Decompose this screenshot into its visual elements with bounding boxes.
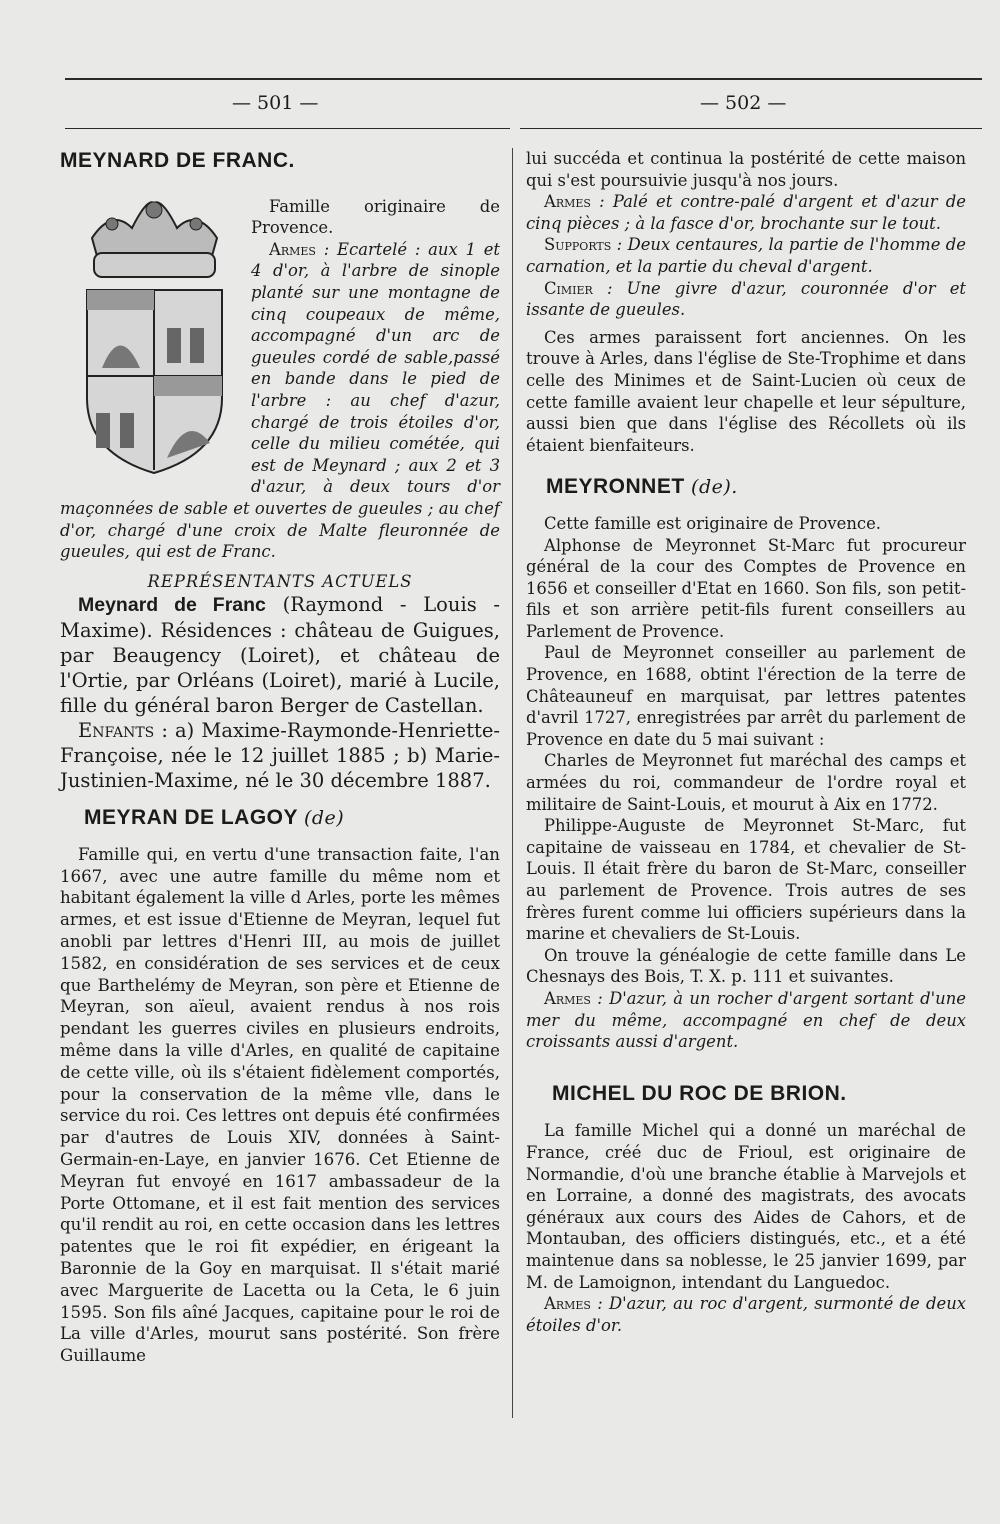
michel-armes <box>526 1293 966 1336</box>
meyran-title-text: MEYRAN DE LAGOY <box>84 806 298 830</box>
representant-name: Meynard de Franc <box>78 594 266 617</box>
enfants-text <box>60 718 500 793</box>
right-column <box>526 148 966 1336</box>
representants-heading <box>60 571 500 593</box>
header-rule-right <box>520 128 982 129</box>
meynard-armes-text: : Ecartelé : aux 1 et 4 d'or, à l'arbre de sinople planté sur une montagne de cinq coupeaux de même, accompagné d'un arc de gueules cordé de sable,passé en bande dans le pied de l'arbre : au chef d'azur, chargé de trois étoiles d'or, celle du milieu cométée, qui est de Meynard ; aux 2 et 3 d'azur, à deux tours d'or maçonnées de sable et ouvertes de gueules ; au chef d'or, chargé d'une croix de Malte fleuronnée de gueules, qui est de Franc. <box>60 239 500 562</box>
representant-details: (Raymond - Louis - Maxime). Résidences : château de Guigues, par Beaugency (Loiret), et château de l'Ortie, par Orléans (Loiret), marié à Lucile, fille du général baron Berger de Castellan. <box>60 593 500 718</box>
supports-label: Supports <box>544 235 612 255</box>
michel-armes-text: : D'azur, au roc d'argent, surmonté de deux étoiles d'or. <box>526 1294 966 1335</box>
section-title-meyronnet <box>546 476 966 499</box>
right-continuation: lui succéda et continua la postérité de cette maison qui s'est poursuivie jusqu'à nos jours. <box>526 149 966 190</box>
armes-label-michel: Armes <box>544 1294 591 1314</box>
armes-label: Armes <box>269 239 316 259</box>
meyronnet-armes <box>526 988 966 1053</box>
coat-of-arms-image <box>72 198 237 478</box>
meyran-title-particle: (de) <box>303 807 345 830</box>
armes-label-right: Armes <box>544 192 591 212</box>
meyronnet-title-text: MEYRONNET <box>546 475 685 499</box>
section-title-meyran <box>84 807 500 830</box>
meyronnet-alphonse: Alphonse de Meyronnet St-Marc fut procureur général de la cour des Comptes de Provence en 1656 et conseiller d'Etat en 1660. Son fils, son petit-fils et son arrière petit-fils furent conseillers au Parlement de Provence. <box>526 535 966 641</box>
meyran-armes-history: Ces armes paraissent fort anciennes. On les trouve à Arles, dans l'église de Ste-Trophime et dans celle des Minimes et de Saint-Lucien où ceux de cette famille avaient leur chapelle et leur sépulture, aussi bien que dans l'église des Récollets où ils étaient bienfaiteurs. <box>526 327 966 455</box>
representants-text <box>60 592 500 718</box>
page-number-left: — 501 — <box>232 92 319 114</box>
meyronnet-philippe: Philippe-Auguste de Meyronnet St-Marc, fut capitaine de vaisseau en 1784, et chevalier de St-Louis. Il était frère du baron de St-Marc, conseiller au parlement de Provence. Trois autres de ses frères furent comme lui officiers supérieurs dans la marine et chevaliers de St-Louis. <box>526 816 966 944</box>
enfants-label: Enfants <box>78 719 155 743</box>
header-rule-left <box>65 128 510 129</box>
meyran-armes-text: : Palé et contre-palé d'argent et d'azur de cinq pièces ; à la fasce d'or, brochante sur le tout. <box>526 192 966 233</box>
meyronnet-armes-text: : D'azur, à un rocher d'argent sortant d'une mer du même, accompagné en chef de deux croissants aussi d'argent. <box>526 988 966 1052</box>
meyronnet-genealogie: On trouve la généalogie de cette famille dans Le Chesnays des Bois, T. X. p. 111 et suivantes. <box>526 945 966 987</box>
meyronnet-title-particle: (de). <box>691 476 738 499</box>
meyronnet-origin: Cette famille est originaire de Provence. <box>544 513 881 533</box>
meyran-cimier-text: : Une givre d'azur, couronnée d'or et issante de gueules. <box>526 278 966 320</box>
meyran-armes <box>526 191 966 234</box>
representants-heading-text: REPRÉSENTANTS ACTUELS <box>147 571 413 591</box>
cimier-label: Cimier <box>544 278 593 298</box>
michel-history: La famille Michel qui a donné un maréchal de France, créé duc de Frioul, est originaire de Normandie, d'où une branche établie à Marvejols et en Lorraine, a donné des magistrats, des avocats généraux aux cours des Aides de Cahors, et de Montauban, des officiers distingués, etc., et a été maintenue dans sa noblesse, le 25 janvier 1699, par M. de Lamoignon, intendant du Languedoc. <box>526 1121 966 1292</box>
column-divider <box>512 148 513 1418</box>
top-rule <box>65 78 982 80</box>
meyran-supports-text: : Deux centaures, la partie de l'homme de carnation, et la partie du cheval d'argent. <box>526 235 966 276</box>
meyran-supports <box>526 234 966 277</box>
section-title-michel: MICHEL DU ROC DE BRION. <box>552 1081 847 1105</box>
enfants-details: : a) Maxime-Raymonde-Henriette-Françoise, née le 12 juillet 1885 ; b) Marie-Justinien-Maxime, né le 30 décembre 1887. <box>60 719 500 793</box>
meyronnet-paul: Paul de Meyronnet conseiller au parlement de Provence, en 1688, obtint l'érection de la terre de Châteauneuf en marquisat, par lettres patentes d'avril 1727, enregistrées par arrêt du parlement de Provence en date du 5 mai suivant : <box>526 643 966 749</box>
meyronnet-charles: Charles de Meyronnet fut maréchal des camps et armées du roi, commandeur de l'ordre royal et militaire de Saint-Louis, et mourut à Aix en 1772. <box>526 751 966 814</box>
meyran-cimier <box>526 278 966 321</box>
meynard-origin: Famille originaire de Provence. <box>251 196 500 238</box>
meyran-history: Famille qui, en vertu d'une transaction faite, l'an 1667, avec une autre famille du même nom et habitant également la ville d Arles, porte les mêmes armes, et est issue d'Etienne de Meyran, lequel fut anobli par lettres d'Henri III, au mois de juillet 1582, en considération de ses services et de ceux que Barthelémy de Meyran, son père et Etienne de Meyran, son aïeul, avaient rendus à nos rois pendant les guerres civiles en plusieurs endroits, même dans la ville d'Arles, en qualité de capitaine de cette ville, où ils s'étaient fidèlement comportés, pour la conservation de la même vlle, dans le service du roi. Ces lettres ont depuis été confirmées par d'autres de Louis XIV, données à Saint-Germain-en-Laye, en janvier 1676. Cet Etienne de Meyran fut envoyé en 1617 ambassadeur de la Porte Ottomane, et il est fait mention des services qu'il rendit au roi, en cette occasion dans les lettres patentes que le roi fit expédier, en érigeant la Baronnie de la Goy en marquisat. Il s'était marié avec Marguerite de Lacetta ou la Ceta, le 6 juin 1595. Son fils aîné Jacques, capitaine pour le roi de La ville d'Arles, mourut sans postérité. Son frère Guillaume <box>60 844 500 1366</box>
section-title-meynard: MEYNARD DE FRANC. <box>60 149 295 172</box>
armes-label-meyronnet: Armes <box>544 988 591 1008</box>
page-number-right: — 502 — <box>700 92 787 114</box>
left-column <box>60 148 500 1367</box>
